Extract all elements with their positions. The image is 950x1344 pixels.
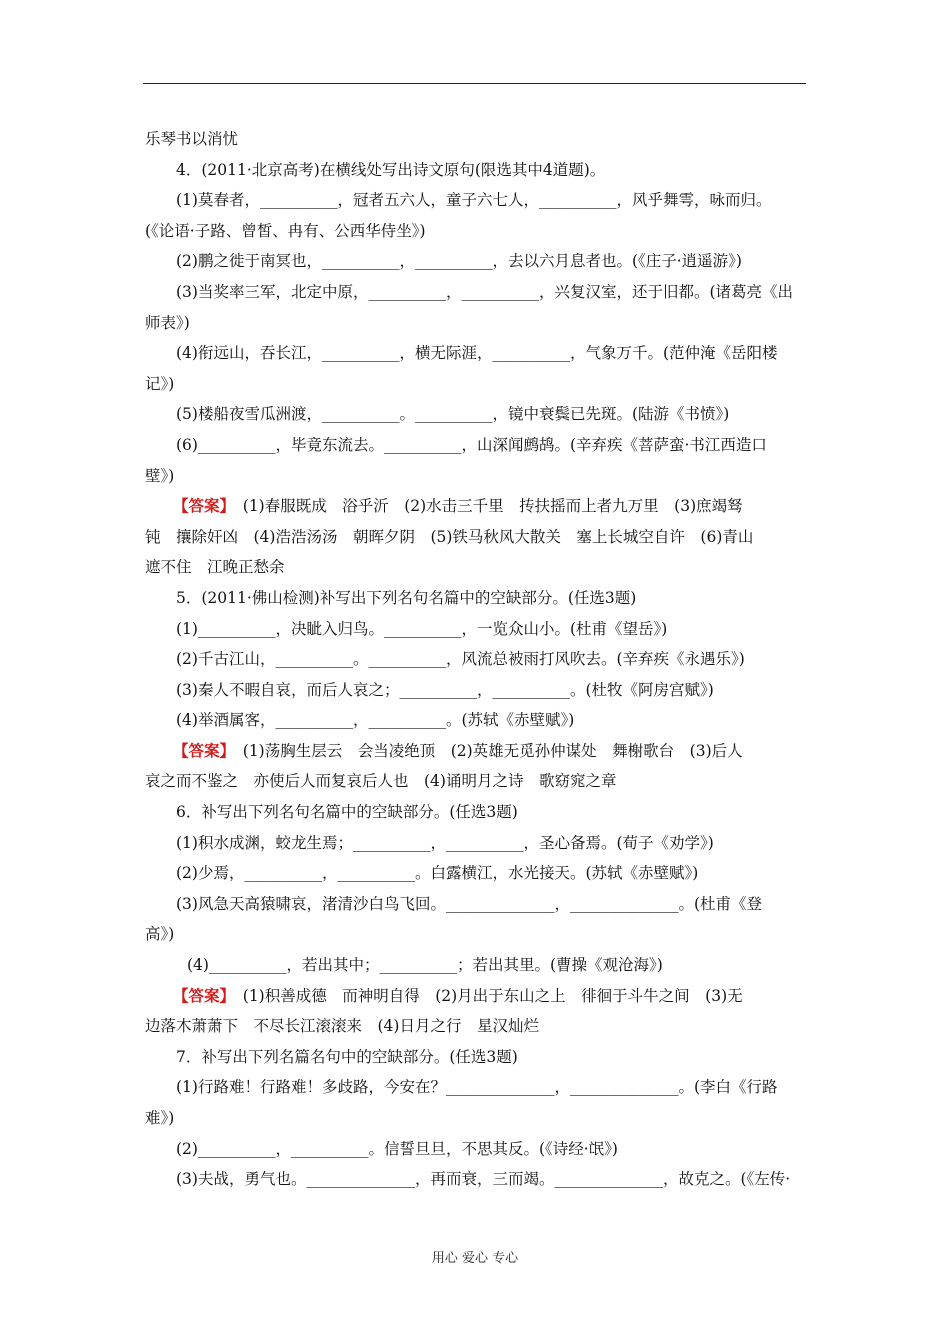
question-6-heading: 6．补写出下列名句名篇中的空缺部分。(任选3题): [176, 803, 518, 822]
document-body: [145, 124, 808, 1195]
answer-4: 【答案】 (1)春服既成 浴乎沂 (2)水击三千里 抟扶摇而上者九万里 (3)庶竭驽: [173, 496, 743, 516]
text-line: 记》): [145, 374, 175, 393]
question-4-item-1: (1)莫春者，__________，冠者五六人，童子六七人，__________，风乎舞雩，咏而归。: [176, 191, 772, 210]
question-4-item-4: (4)衔远山，吞长江，__________，横无际涯，__________，气象万千。(范仲淹《岳阳楼: [176, 344, 778, 363]
answer-label: 【答案】: [173, 740, 228, 760]
question-5-item-2: (2)千古江山，__________。__________，风流总被雨打风吹去。(辛弃疾《永遇乐》): [176, 650, 745, 669]
text-line: 师表》): [145, 313, 190, 332]
question-6-item-2: (2)少焉，__________，__________。白露横江，水光接天。(苏轼《赤壁赋》): [176, 864, 699, 883]
question-4-item-2: (2)鹏之徙于南冥也，__________，__________，去以六月息者也。(《庄子·逍遥游》): [176, 252, 742, 271]
question-4-item-5: (5)楼船夜雪瓜洲渡，__________。__________，镜中衰鬓已先斑。(陆游《书愤》): [176, 405, 730, 424]
question-6-item-1: (1)积水成渊，蛟龙生焉；__________，__________，圣心备焉。(荀子《劝学》): [176, 833, 714, 852]
header-rule: [143, 83, 806, 84]
answer-6: 【答案】 (1)积善成德 而神明自得 (2)月出于东山之上 徘徊于斗牛之间 (3)无: [173, 985, 743, 1005]
question-5-heading: 5．(2011·佛山检测)补写出下列名句名篇中的空缺部分。(任选3题): [176, 588, 637, 607]
question-7-item-1: (1)行路难！行路难！多歧路，今安在？______________，______________。(李白《行路: [176, 1078, 778, 1097]
page-footer: 用心 爱心 专心: [431, 1251, 519, 1266]
question-7-heading: 7．补写出下列名篇名句中的空缺部分。(任选3题): [176, 1047, 518, 1066]
question-6-item-3: (3)风急天高猿啸哀，渚清沙白鸟飞回。______________，______________。(杜甫《登: [176, 894, 763, 913]
question-5-item-3: (3)秦人不暇自哀，而后人哀之；__________，__________。(杜牧《阿房宫赋》): [176, 680, 714, 699]
answer-label: 【答案】: [173, 496, 228, 516]
question-5-item-4: (4)举酒属客，__________，__________。(苏轼《赤壁赋》): [176, 711, 575, 730]
text-line: 遮不住 江晚正愁余: [145, 558, 285, 577]
question-4-item-6: (6)__________，毕竟东流去。__________，山深闻鹧鸪。(辛弃疾《菩萨蛮·书江西造口: [176, 435, 767, 454]
answer-5: 【答案】 (1)荡胸生层云 会当凌绝顶 (2)英雄无觅孙仲谋处 舞榭歌台 (3)后人: [173, 740, 743, 760]
answer-label: 【答案】: [173, 985, 228, 1005]
text-line: 难》): [145, 1109, 175, 1127]
question-7-item-3: (3)夫战，勇气也。______________，再而衰，三而竭。______________，故克之。(《左传·: [176, 1170, 791, 1189]
text-line: (《论语·子路、曾皙、冉有、公西华侍坐》): [145, 221, 426, 240]
question-4-item-3: (3)当奖率三军，北定中原，__________，__________，兴复汉室，还于旧都。(诸葛亮《出: [176, 282, 794, 301]
text-line: 乐琴书以消忧: [145, 130, 239, 148]
question-5-item-1: (1)__________，决眦入归鸟。__________，一览众山小。(杜甫《望岳》): [176, 619, 668, 638]
text-line: 边落木萧萧下 不尽长江滚滚来 (4)日月之行 星汉灿烂: [145, 1017, 539, 1036]
text-line: 壁》): [145, 466, 175, 485]
question-4-heading: 4．(2011·北京高考)在横线处写出诗文原句(限选其中4道题)。: [176, 160, 606, 179]
question-6-item-4: (4)__________，若出其中；__________；若出其里。(曹操《观沧海》): [187, 956, 663, 975]
text-line: 高》): [145, 925, 175, 944]
question-7-item-2: (2)__________，__________。信誓旦旦，不思其反。(《诗经·氓》): [176, 1139, 618, 1158]
text-line: 钝 攘除奸凶 (4)浩浩汤汤 朝晖夕阴 (5)铁马秋风大散关 塞上长城空自许 (6)青山: [145, 527, 754, 546]
text-line: 哀之而不鉴之 亦使后人而复哀后人也 (4)诵明月之诗 歌窈窕之章: [145, 772, 617, 791]
